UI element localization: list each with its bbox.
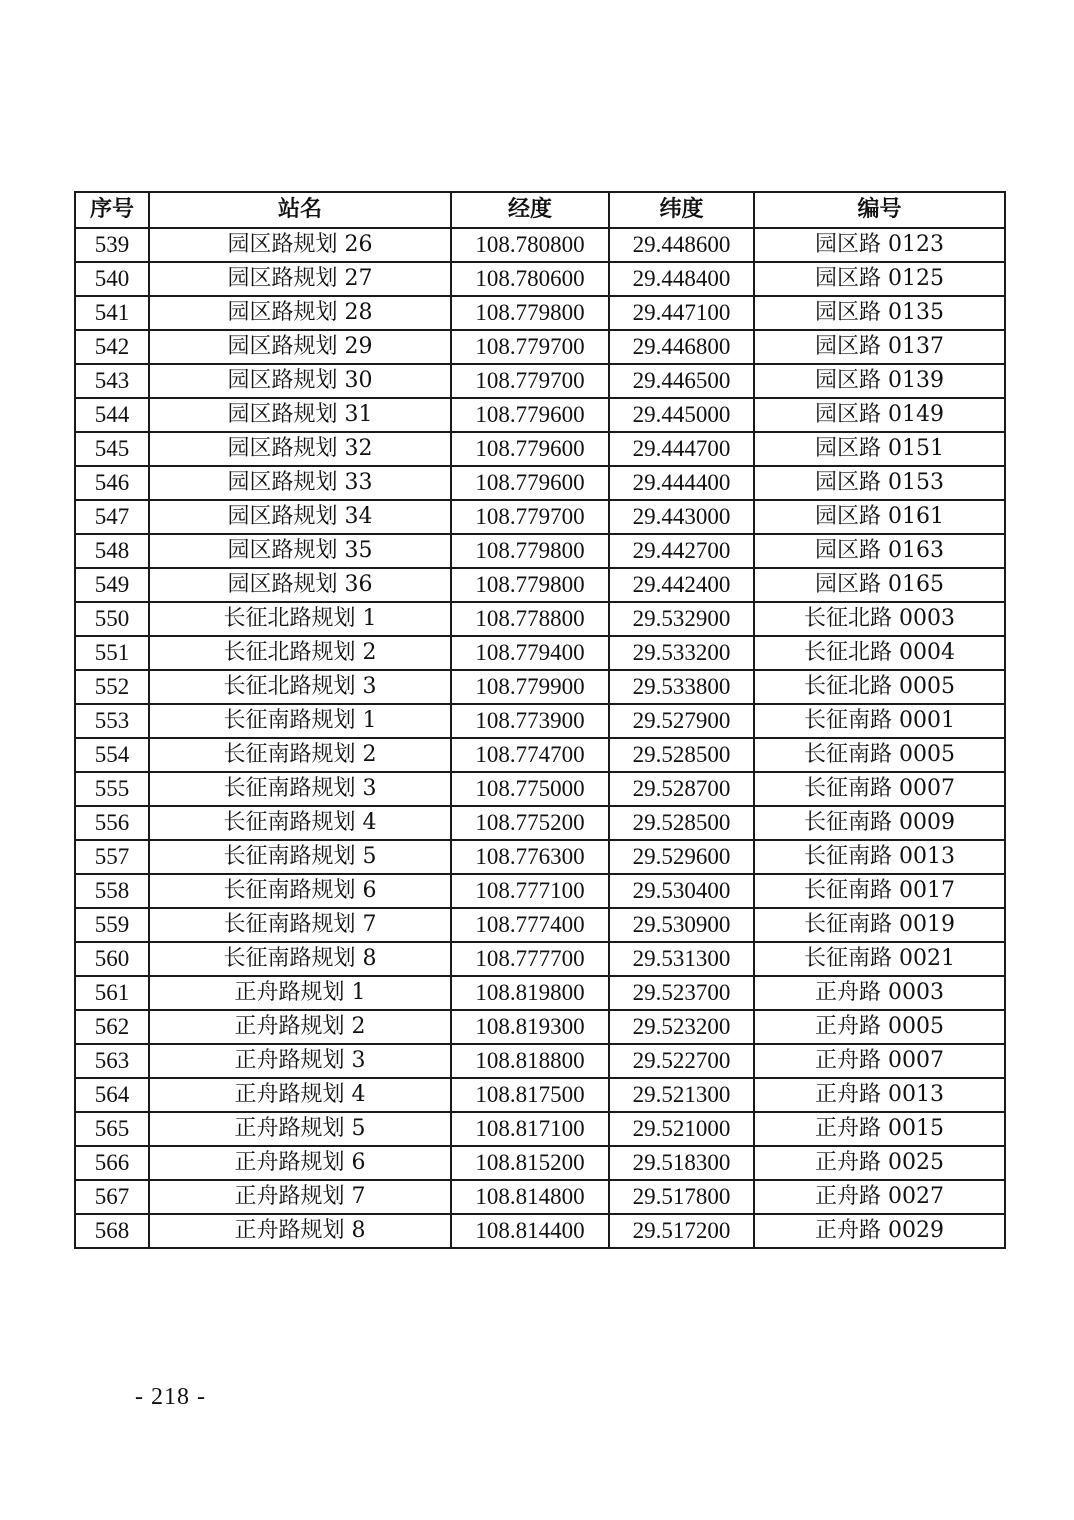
cell-longitude: 108.775000 [451,772,609,806]
cell-longitude: 108.779600 [451,466,609,500]
cell-station-name: 正舟路规划 3 [149,1044,451,1078]
cell-code: 长征南路 0021 [754,942,1005,976]
cell-latitude: 29.446800 [609,330,754,364]
cell-latitude: 29.533200 [609,636,754,670]
station-table [74,191,1006,1249]
cell-code: 园区路 0137 [754,330,1005,364]
table-header-row [75,192,1005,228]
cell-code: 长征北路 0003 [754,602,1005,636]
cell-station-name: 园区路规划 29 [149,330,451,364]
cell-code: 正舟路 0025 [754,1146,1005,1180]
cell-index: 546 [75,466,149,500]
cell-station-name: 园区路规划 35 [149,534,451,568]
cell-latitude: 29.522700 [609,1044,754,1078]
cell-longitude: 108.779400 [451,636,609,670]
cell-code: 长征南路 0007 [754,772,1005,806]
cell-station-name: 长征南路规划 1 [149,704,451,738]
cell-longitude: 108.779700 [451,364,609,398]
cell-longitude: 108.779800 [451,534,609,568]
cell-code: 园区路 0151 [754,432,1005,466]
cell-code: 园区路 0163 [754,534,1005,568]
cell-index: 549 [75,568,149,602]
cell-code: 长征南路 0009 [754,806,1005,840]
cell-longitude: 108.779800 [451,296,609,330]
cell-code: 正舟路 0013 [754,1078,1005,1112]
table-row [75,942,1005,976]
cell-latitude: 29.448600 [609,228,754,262]
table-row [75,908,1005,942]
cell-index: 560 [75,942,149,976]
cell-index: 567 [75,1180,149,1214]
cell-index: 545 [75,432,149,466]
cell-index: 566 [75,1146,149,1180]
cell-station-name: 园区路规划 32 [149,432,451,466]
cell-code: 园区路 0153 [754,466,1005,500]
cell-longitude: 108.779700 [451,330,609,364]
cell-station-name: 长征南路规划 7 [149,908,451,942]
table-body [75,228,1005,1248]
cell-longitude: 108.819800 [451,976,609,1010]
cell-latitude: 29.442700 [609,534,754,568]
cell-index: 550 [75,602,149,636]
cell-longitude: 108.779900 [451,670,609,704]
cell-index: 556 [75,806,149,840]
cell-station-name: 长征南路规划 8 [149,942,451,976]
cell-code: 正舟路 0027 [754,1180,1005,1214]
cell-code: 长征南路 0001 [754,704,1005,738]
table-row [75,738,1005,772]
page-number: - 218 - [135,1384,206,1410]
cell-index: 558 [75,874,149,908]
cell-latitude: 29.528500 [609,738,754,772]
cell-latitude: 29.447100 [609,296,754,330]
cell-code: 园区路 0123 [754,228,1005,262]
cell-station-name: 正舟路规划 4 [149,1078,451,1112]
cell-code: 长征北路 0004 [754,636,1005,670]
cell-station-name: 长征南路规划 2 [149,738,451,772]
cell-station-name: 正舟路规划 6 [149,1146,451,1180]
cell-latitude: 29.448400 [609,262,754,296]
cell-latitude: 29.442400 [609,568,754,602]
cell-station-name: 长征南路规划 4 [149,806,451,840]
cell-longitude: 108.814800 [451,1180,609,1214]
header-code: 编号 [754,192,1005,228]
cell-longitude: 108.817500 [451,1078,609,1112]
cell-longitude: 108.780600 [451,262,609,296]
cell-index: 564 [75,1078,149,1112]
table-row [75,466,1005,500]
table-row [75,1010,1005,1044]
cell-index: 551 [75,636,149,670]
table-row [75,1180,1005,1214]
table-row [75,296,1005,330]
cell-station-name: 长征南路规划 6 [149,874,451,908]
cell-longitude: 108.815200 [451,1146,609,1180]
cell-latitude: 29.443000 [609,500,754,534]
cell-latitude: 29.445000 [609,398,754,432]
cell-longitude: 108.777100 [451,874,609,908]
cell-latitude: 29.523200 [609,1010,754,1044]
table-row [75,568,1005,602]
header-longitude: 经度 [451,192,609,228]
cell-code: 正舟路 0007 [754,1044,1005,1078]
cell-longitude: 108.779800 [451,568,609,602]
cell-index: 541 [75,296,149,330]
table-row [75,330,1005,364]
cell-station-name: 园区路规划 31 [149,398,451,432]
table-row [75,1214,1005,1248]
cell-longitude: 108.779600 [451,432,609,466]
cell-station-name: 长征南路规划 3 [149,772,451,806]
cell-code: 长征北路 0005 [754,670,1005,704]
table-row [75,602,1005,636]
table-row [75,262,1005,296]
cell-index: 547 [75,500,149,534]
cell-latitude: 29.523700 [609,976,754,1010]
cell-longitude: 108.779700 [451,500,609,534]
cell-latitude: 29.532900 [609,602,754,636]
cell-station-name: 园区路规划 26 [149,228,451,262]
cell-station-name: 园区路规划 36 [149,568,451,602]
cell-station-name: 长征北路规划 2 [149,636,451,670]
cell-station-name: 正舟路规划 1 [149,976,451,1010]
cell-longitude: 108.777700 [451,942,609,976]
cell-station-name: 长征北路规划 3 [149,670,451,704]
cell-index: 561 [75,976,149,1010]
cell-code: 园区路 0125 [754,262,1005,296]
table-row [75,228,1005,262]
header-station-name: 站名 [149,192,451,228]
cell-latitude: 29.521300 [609,1078,754,1112]
header-latitude: 纬度 [609,192,754,228]
table-row [75,704,1005,738]
cell-longitude: 108.819300 [451,1010,609,1044]
cell-code: 园区路 0135 [754,296,1005,330]
cell-longitude: 108.817100 [451,1112,609,1146]
cell-station-name: 园区路规划 28 [149,296,451,330]
cell-index: 548 [75,534,149,568]
cell-station-name: 园区路规划 34 [149,500,451,534]
cell-station-name: 正舟路规划 8 [149,1214,451,1248]
cell-latitude: 29.444700 [609,432,754,466]
cell-longitude: 108.776300 [451,840,609,874]
header-index: 序号 [75,192,149,228]
cell-index: 543 [75,364,149,398]
cell-longitude: 108.814400 [451,1214,609,1248]
cell-index: 539 [75,228,149,262]
cell-index: 557 [75,840,149,874]
cell-code: 长征南路 0013 [754,840,1005,874]
cell-index: 559 [75,908,149,942]
cell-station-name: 长征南路规划 5 [149,840,451,874]
table-row [75,976,1005,1010]
cell-longitude: 108.777400 [451,908,609,942]
cell-latitude: 29.527900 [609,704,754,738]
cell-latitude: 29.528500 [609,806,754,840]
cell-code: 园区路 0149 [754,398,1005,432]
cell-index: 562 [75,1010,149,1044]
table-row [75,772,1005,806]
cell-station-name: 长征北路规划 1 [149,602,451,636]
cell-index: 540 [75,262,149,296]
cell-latitude: 29.530400 [609,874,754,908]
cell-longitude: 108.778800 [451,602,609,636]
cell-latitude: 29.517800 [609,1180,754,1214]
table-row [75,1078,1005,1112]
cell-longitude: 108.775200 [451,806,609,840]
cell-index: 565 [75,1112,149,1146]
cell-code: 正舟路 0029 [754,1214,1005,1248]
table-row [75,1112,1005,1146]
cell-code: 正舟路 0005 [754,1010,1005,1044]
cell-code: 正舟路 0015 [754,1112,1005,1146]
table-row [75,840,1005,874]
cell-code: 园区路 0161 [754,500,1005,534]
cell-latitude: 29.517200 [609,1214,754,1248]
cell-longitude: 108.774700 [451,738,609,772]
cell-index: 553 [75,704,149,738]
table-row [75,500,1005,534]
table-row [75,1146,1005,1180]
cell-station-name: 园区路规划 30 [149,364,451,398]
cell-station-name: 园区路规划 27 [149,262,451,296]
cell-code: 长征南路 0005 [754,738,1005,772]
cell-index: 563 [75,1044,149,1078]
cell-index: 568 [75,1214,149,1248]
cell-code: 园区路 0165 [754,568,1005,602]
table-row [75,636,1005,670]
cell-latitude: 29.529600 [609,840,754,874]
cell-latitude: 29.446500 [609,364,754,398]
cell-code: 长征南路 0017 [754,874,1005,908]
cell-index: 552 [75,670,149,704]
cell-index: 554 [75,738,149,772]
cell-station-name: 正舟路规划 5 [149,1112,451,1146]
table-row [75,874,1005,908]
cell-latitude: 29.444400 [609,466,754,500]
cell-longitude: 108.818800 [451,1044,609,1078]
table-row [75,534,1005,568]
cell-station-name: 园区路规划 33 [149,466,451,500]
table-row [75,432,1005,466]
table-row [75,1044,1005,1078]
table-row [75,398,1005,432]
cell-code: 园区路 0139 [754,364,1005,398]
cell-latitude: 29.518300 [609,1146,754,1180]
table-row [75,806,1005,840]
cell-latitude: 29.531300 [609,942,754,976]
cell-index: 555 [75,772,149,806]
cell-station-name: 正舟路规划 2 [149,1010,451,1044]
cell-latitude: 29.521000 [609,1112,754,1146]
cell-longitude: 108.773900 [451,704,609,738]
cell-station-name: 正舟路规划 7 [149,1180,451,1214]
cell-latitude: 29.528700 [609,772,754,806]
table-row [75,670,1005,704]
cell-index: 542 [75,330,149,364]
cell-latitude: 29.533800 [609,670,754,704]
cell-longitude: 108.779600 [451,398,609,432]
table-row [75,364,1005,398]
cell-latitude: 29.530900 [609,908,754,942]
cell-index: 544 [75,398,149,432]
cell-longitude: 108.780800 [451,228,609,262]
cell-code: 长征南路 0019 [754,908,1005,942]
cell-code: 正舟路 0003 [754,976,1005,1010]
